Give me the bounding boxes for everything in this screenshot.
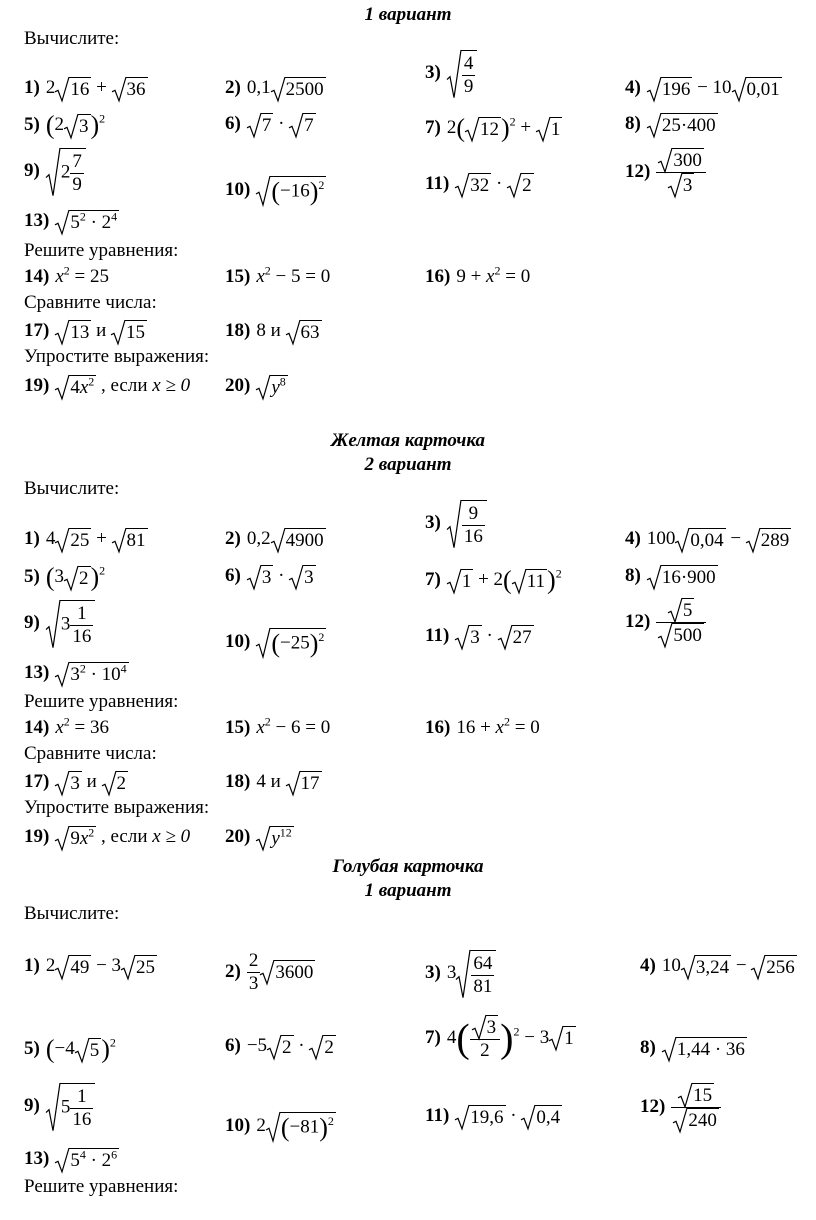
radical-sign: 3 [247, 565, 274, 589]
radical-sign: 2 [507, 173, 534, 197]
radical-sign: 1,44 · 36 [662, 1037, 747, 1061]
s2-simplify-header: Упростите выражения: [24, 797, 210, 818]
radical-sign: 1 [447, 569, 474, 593]
radical-sign: $9x^2$ [55, 826, 96, 850]
s2-task-6: 6) 3 · 3 [225, 565, 314, 588]
radical-sign: 2500 [271, 77, 326, 101]
s2-task-7: 7) 1 + 2( 11)$^2$ [425, 566, 562, 595]
radical-sign: 25 [55, 528, 91, 552]
radical-sign: $y^{12}$ [256, 826, 293, 850]
s1-eq-15: 15) $x^2 - 5 = 0$ [225, 263, 331, 287]
s3-task-2: 2) $\frac{2}{3}$ 3600 [225, 950, 314, 994]
s3-task-7: 7) 4( $\frac{3}{2}$ )$^2$ − 3 1 [425, 1015, 574, 1061]
s3-task-8: 8) 1,44 · 36 [640, 1037, 745, 1060]
s1-task-12: 12) $\frac{300}{3}$ [625, 148, 706, 197]
s2-equations-header: Решите уравнения: [24, 691, 179, 712]
radical-sign: 1 [536, 117, 563, 141]
s2-task-11: 11) 3 · 27 [425, 625, 532, 648]
radical-sign: 13 [55, 320, 91, 344]
radical-sign: $\frac{9}{16}$ [447, 500, 487, 548]
radical-sign: 3 [289, 565, 316, 589]
radical-sign: 2 [267, 1035, 294, 1059]
s2-eq-15: 15) $x^2 - 6 = 0$ [225, 714, 331, 738]
s2-task-12: 12) $\frac{5}{500}$ [625, 598, 706, 647]
s2-task-3: 3) $\frac{9}{16}$ [425, 500, 487, 548]
s2-task-1: 1) 4 25 + 81 [24, 528, 146, 551]
radical-sign: 25 [121, 955, 157, 979]
s2-cmp-17: 17) 3 и 2 [24, 771, 126, 794]
s2-eq-14: 14) $x^2 = 36$ [24, 714, 109, 738]
s1-cmp-18: 18) 8 и 63 [225, 320, 320, 343]
section-1-header: Вычислите: [24, 28, 120, 49]
s2-task-5: 5) (3 2)$^2$ [24, 563, 106, 592]
s2-cmp-18: 18) 4 и 17 [225, 771, 320, 794]
section-1-title: 1 вариант [364, 4, 452, 25]
radical-sign: $(-81)^2$ [266, 1112, 336, 1141]
s3-task-6: 6) −5 2 · 2 [225, 1035, 334, 1058]
radical-sign: 2 [64, 566, 91, 590]
s3-task-3: 3) 3 $\frac{64}{81}$ [425, 950, 496, 998]
radical-sign: 2 $\frac{7}{9}$ [46, 148, 86, 196]
radical-sign: $y^8$ [256, 375, 287, 399]
section-3-title: Голубая карточка [332, 856, 484, 877]
radical-sign: 256 [751, 955, 797, 979]
radical-sign: 5 $\frac{1}{16}$ [46, 1083, 96, 1131]
radical-sign: $(-25)^2$ [256, 628, 326, 657]
radical-sign: 2 [309, 1035, 336, 1059]
radical-sign: 3 [455, 625, 482, 649]
radical-sign: 5 [75, 1038, 102, 1062]
radical-sign: $5^2 \cdot 2^4$ [55, 210, 119, 234]
s2-compare-header: Сравните числа: [24, 743, 157, 764]
radical-sign: $\frac{4}{9}$ [447, 50, 478, 98]
s1-task-13: 13) $5^2 \cdot 2^4$ [24, 209, 118, 233]
radical-sign: 32 [455, 173, 491, 197]
s2-simp-20: 20) $y^{12}$ [225, 825, 292, 849]
section-2-header: Вычислите: [24, 478, 120, 499]
radical-sign: 81 [112, 528, 148, 552]
s3-task-10: 10) 2 $(-81)^2$ [225, 1113, 334, 1142]
s3-task-4: 4) 10 3,24 − 256 [640, 955, 795, 978]
radical-sign: 3 [64, 114, 91, 138]
radical-sign: 0,01 [732, 77, 782, 101]
s1-eq-16: 16) $9 + x^2 = 0$ [425, 263, 531, 287]
section-2-title: Желтая карточка [330, 430, 486, 451]
s2-task-4: 4) 100 0,04 − 289 [625, 528, 790, 551]
s2-task-13: 13) $3^2 \cdot 10^4$ [24, 661, 127, 685]
radical-sign: 15 [111, 320, 147, 344]
radical-sign: $3^2 \cdot 10^4$ [55, 662, 128, 686]
s1-task-10: 10) $(-16)^2$ [225, 177, 325, 206]
radical-sign: 49 [55, 955, 91, 979]
s3-task-1: 1) 2 49 − 3 25 [24, 955, 156, 978]
radical-sign: 3 $\frac{1}{16}$ [46, 600, 96, 648]
radical-sign: 17 [286, 771, 322, 795]
s3-task-12: 12) $\frac{15}{240}$ [640, 1083, 721, 1132]
radical-sign: 7 [289, 113, 316, 137]
radical-sign: 19,6 [455, 1105, 505, 1129]
s1-task-6: 6) 7 · 7 [225, 113, 314, 136]
radical-sign: $\frac{64}{81}$ [456, 950, 496, 998]
radical-sign: $(-16)^2$ [256, 176, 326, 205]
radical-sign: 3 [472, 1015, 499, 1039]
s2-simp-19: 19) $9x^2$ , если x ≥ 0 [24, 825, 191, 849]
s3-equations-header: Решите уравнения: [24, 1176, 179, 1197]
section-3-header: Вычислите: [24, 903, 120, 924]
radical-sign: 240 [673, 1108, 719, 1132]
radical-sign: 289 [746, 528, 792, 552]
s3-task-11: 11) 19,6 · 0,4 [425, 1105, 561, 1128]
radical-sign: 300 [658, 148, 704, 172]
s1-task-8: 8) 25·400 [625, 113, 716, 136]
radical-sign: 27 [498, 625, 534, 649]
s1-cmp-17: 17) 13 и 15 [24, 320, 145, 343]
radical-sign: 15 [678, 1083, 714, 1107]
radical-sign: 3 [668, 173, 695, 197]
section-3-subtitle: 1 вариант [364, 880, 452, 901]
s1-task-1: 1) 2 16 + 36 [24, 77, 146, 100]
s1-task-2: 2) 0,1 2500 [225, 77, 324, 100]
radical-sign: 0,04 [675, 528, 725, 552]
s1-simplify-header: Упростите выражения: [24, 346, 210, 367]
radical-sign: 0,4 [521, 1105, 562, 1129]
radical-sign: 5 [668, 598, 695, 622]
radical-sign: $5^4 \cdot 2^6$ [55, 1148, 119, 1172]
radical-sign: $4x^2$ [55, 375, 96, 399]
s1-compare-header: Сравните числа: [24, 292, 157, 313]
radical-sign: 25·400 [647, 113, 718, 137]
s2-eq-16: 16) $16 + x^2 = 0$ [425, 714, 540, 738]
s1-task-9: 9) 2 $\frac{7}{9}$ [24, 148, 86, 196]
s3-task-9: 9) 5 $\frac{1}{16}$ [24, 1083, 95, 1131]
radical-sign: 36 [112, 77, 148, 101]
s2-task-2: 2) 0,2 4900 [225, 528, 324, 551]
s1-task-7: 7) 2( 12)$^2$ + 1 [425, 114, 561, 143]
radical-sign: 3600 [260, 960, 315, 984]
s1-task-5: 5) (2 3)$^2$ [24, 111, 106, 140]
s1-simp-20: 20) $y^8$ [225, 374, 286, 398]
radical-sign: 7 [247, 113, 274, 137]
radical-sign: 2 [102, 771, 129, 795]
radical-sign: 3 [55, 771, 82, 795]
s1-task-3: 3) $\frac{4}{9}$ [425, 50, 477, 98]
s2-task-10: 10) $(-25)^2$ [225, 629, 325, 658]
radical-sign: 16 [55, 77, 91, 101]
s3-task-5: 5) (−4 5)$^2$ [24, 1035, 116, 1064]
radical-sign: 11 [512, 569, 547, 593]
radical-sign: 3,24 [681, 955, 731, 979]
s1-simp-19: 19) $4x^2$ , если x ≥ 0 [24, 374, 191, 398]
s2-task-8: 8) 16·900 [625, 565, 716, 588]
section-2-subtitle: 2 вариант [364, 454, 452, 475]
s1-task-4: 4) 196 − 10 0,01 [625, 77, 780, 100]
radical-sign: 12 [465, 117, 501, 141]
radical-sign: 4900 [271, 528, 326, 552]
radical-sign: 16·900 [647, 565, 718, 589]
s3-task-13: 13) $5^4 \cdot 2^6$ [24, 1147, 118, 1171]
radical-sign: 500 [658, 623, 704, 647]
s2-task-9: 9) 3 $\frac{1}{16}$ [24, 600, 95, 648]
radical-sign: 63 [286, 320, 322, 344]
s1-eq-14: 14) $x^2 = 25$ [24, 263, 109, 287]
s1-equations-header: Решите уравнения: [24, 240, 179, 261]
radical-sign: 1 [549, 1026, 576, 1050]
radical-sign: 196 [647, 77, 693, 101]
s1-task-11: 11) 32 · 2 [425, 173, 532, 196]
